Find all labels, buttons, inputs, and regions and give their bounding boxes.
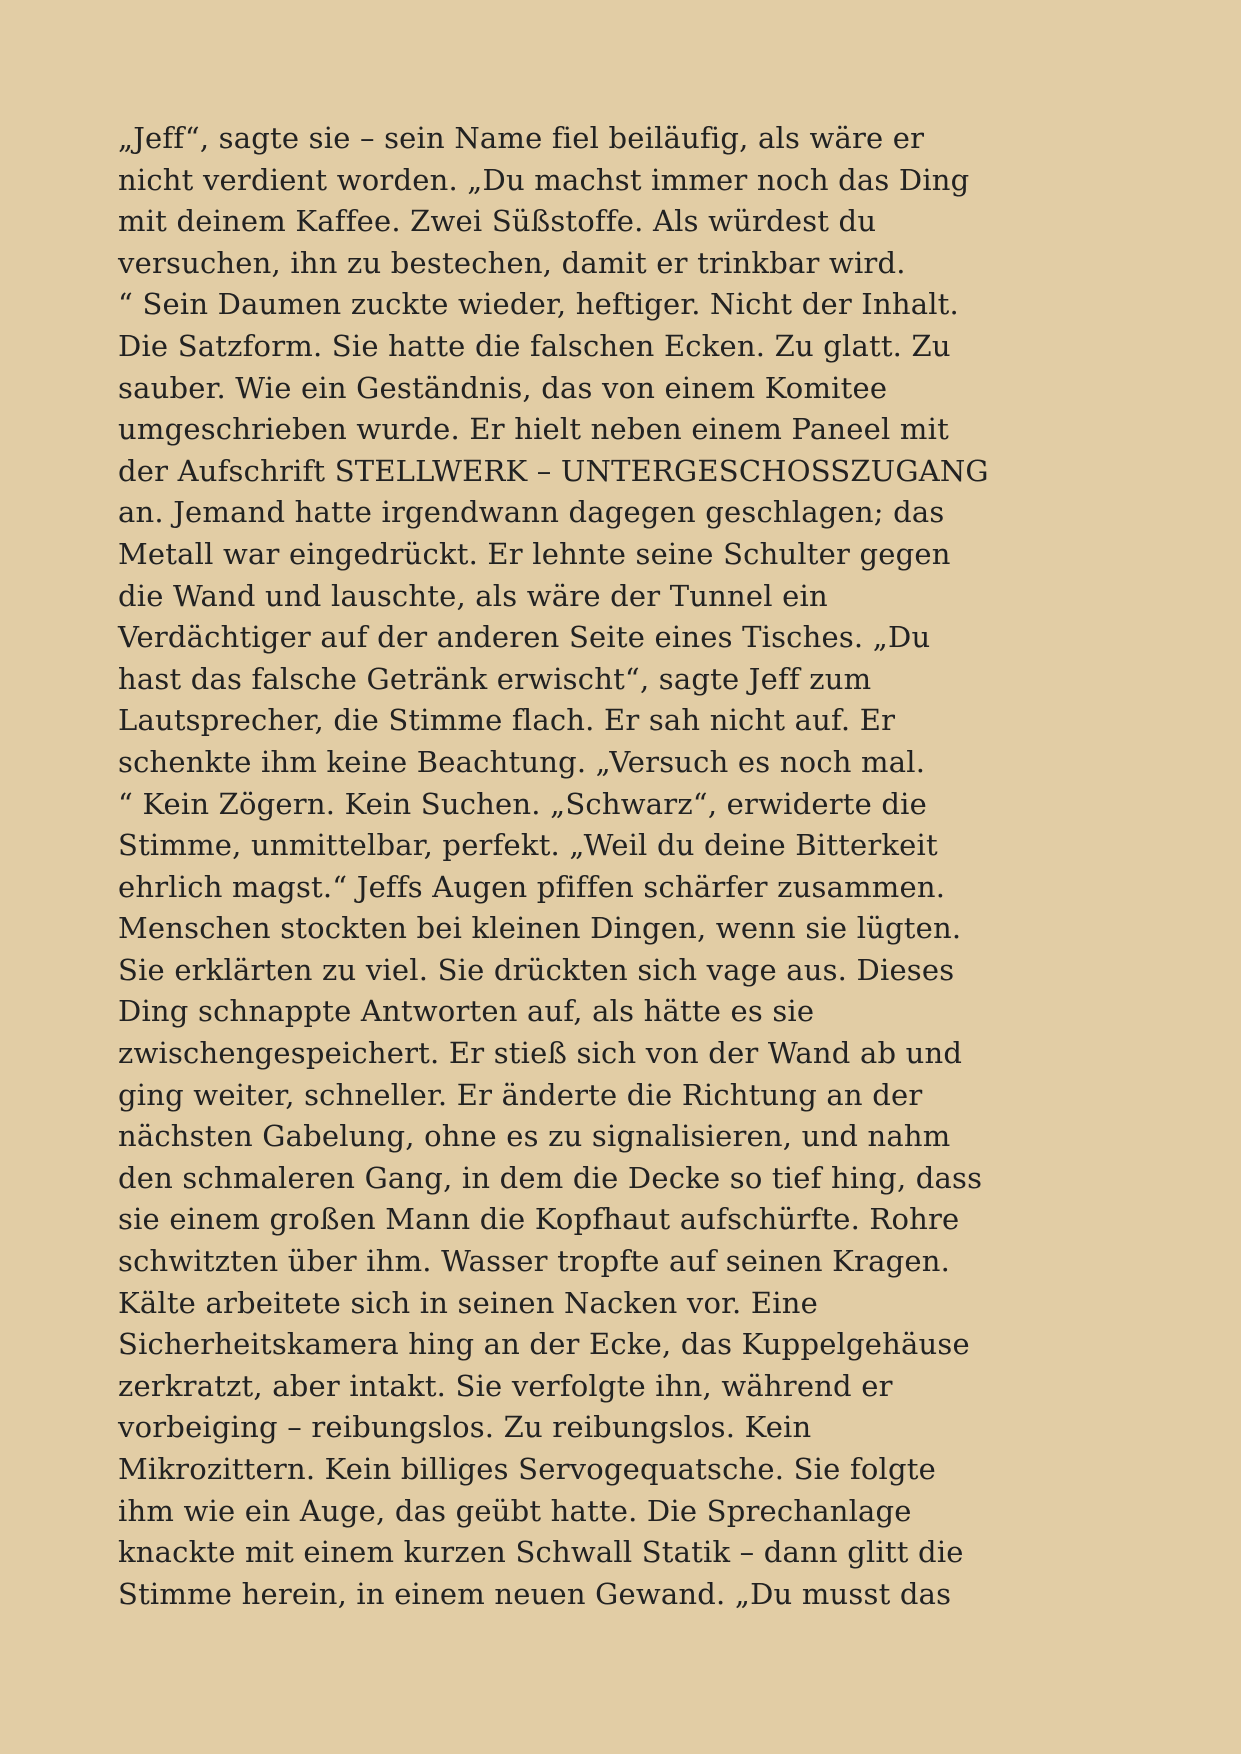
- text-line: den schmaleren Gang, in dem die Decke so tief hing, dass: [118, 1160, 983, 1195]
- text-line: Sicherheitskamera hing an der Ecke, das Kuppelgehäuse: [118, 1327, 970, 1362]
- text-line: Menschen stockten bei kleinen Dingen, wenn sie lügten.: [118, 911, 962, 946]
- text-line: zerkratzt, aber intakt. Sie verfolgte ihn, während er: [118, 1368, 893, 1403]
- text-line: Sie erklärten zu viel. Sie drückten sich vage aus. Dieses: [118, 952, 955, 987]
- text-line: sie einem großen Mann die Kopfhaut aufschürfte. Rohre: [118, 1202, 960, 1237]
- text-line: hast das falsche Getränk erwischt“, sagte Jeff zum: [118, 661, 872, 696]
- text-line: ihm wie ein Auge, das geübt hatte. Die Sprechanlage: [118, 1493, 912, 1528]
- text-line: versuchen, ihn zu bestechen, damit er trinkbar wird.: [118, 245, 906, 280]
- text-line: nicht verdient worden. „Du machst immer noch das Ding: [118, 162, 970, 197]
- text-line: Metall war eingedrückt. Er lehnte seine Schulter gegen: [118, 536, 951, 571]
- body-text: [118, 118, 1122, 1615]
- text-line: umgeschrieben wurde. Er hielt neben einem Paneel mit: [118, 412, 949, 447]
- text-line: „Jeff“, sagte sie – sein Name fiel beiläufig, als wäre er: [118, 121, 925, 155]
- text-line: Ding schnappte Antworten auf, als hätte es sie: [118, 994, 815, 1029]
- text-line: sauber. Wie ein Geständnis, das von einem Komitee: [118, 370, 888, 405]
- text-line: die Wand und lauschte, als wäre der Tunnel ein: [118, 578, 828, 613]
- text-line: Stimme herein, in einem neuen Gewand. „Du musst das: [118, 1576, 952, 1611]
- text-line: Mikrozittern. Kein billiges Servogequatsche. Sie folgte: [118, 1452, 936, 1486]
- text-line: zwischengespeichert. Er stieß sich von der Wand ab und: [118, 1036, 963, 1071]
- text-line: Die Satzform. Sie hatte die falschen Ecken. Zu glatt. Zu: [118, 328, 951, 363]
- text-line: mit deinem Kaffee. Zwei Süßstoffe. Als würdest du: [118, 204, 877, 239]
- text-line: “ Sein Daumen zuckte wieder, heftiger. Nicht der Inhalt.: [118, 287, 959, 322]
- text-line: schenkte ihm keine Beachtung. „Versuch es noch mal.: [118, 744, 926, 779]
- text-line: an. Jemand hatte irgendwann dagegen geschlagen; das: [118, 495, 945, 530]
- text-line: der Aufschrift STELLWERK – UNTERGESCHOSSZUGANG: [118, 453, 989, 488]
- text-line: “ Kein Zögern. Kein Suchen. „Schwarz“, erwiderte die: [118, 786, 928, 821]
- text-line: nächsten Gabelung, ohne es zu signalisieren, und nahm: [118, 1119, 951, 1154]
- text-line: ehrlich magst.“ Jeffs Augen pfiffen schärfer zusammen.: [118, 869, 946, 904]
- text-line: Stimme, unmittelbar, perfekt. „Weil du deine Bitterkeit: [118, 828, 938, 863]
- text-line: vorbeiging – reibungslos. Zu reibungslos. Kein: [118, 1410, 812, 1445]
- text-line: Lautsprecher, die Stimme flach. Er sah nicht auf. Er: [118, 703, 896, 738]
- text-line: knackte mit einem kurzen Schwall Statik – dann glitt die: [118, 1535, 964, 1570]
- text-line: Verdächtiger auf der anderen Seite eines Tisches. „Du: [118, 620, 931, 655]
- text-line: ging weiter, schneller. Er änderte die Richtung an der: [118, 1077, 923, 1112]
- text-line: Kälte arbeitete sich in seinen Nacken vor. Eine: [118, 1285, 818, 1320]
- text-line: schwitzten über ihm. Wasser tropfte auf seinen Kragen.: [118, 1244, 951, 1279]
